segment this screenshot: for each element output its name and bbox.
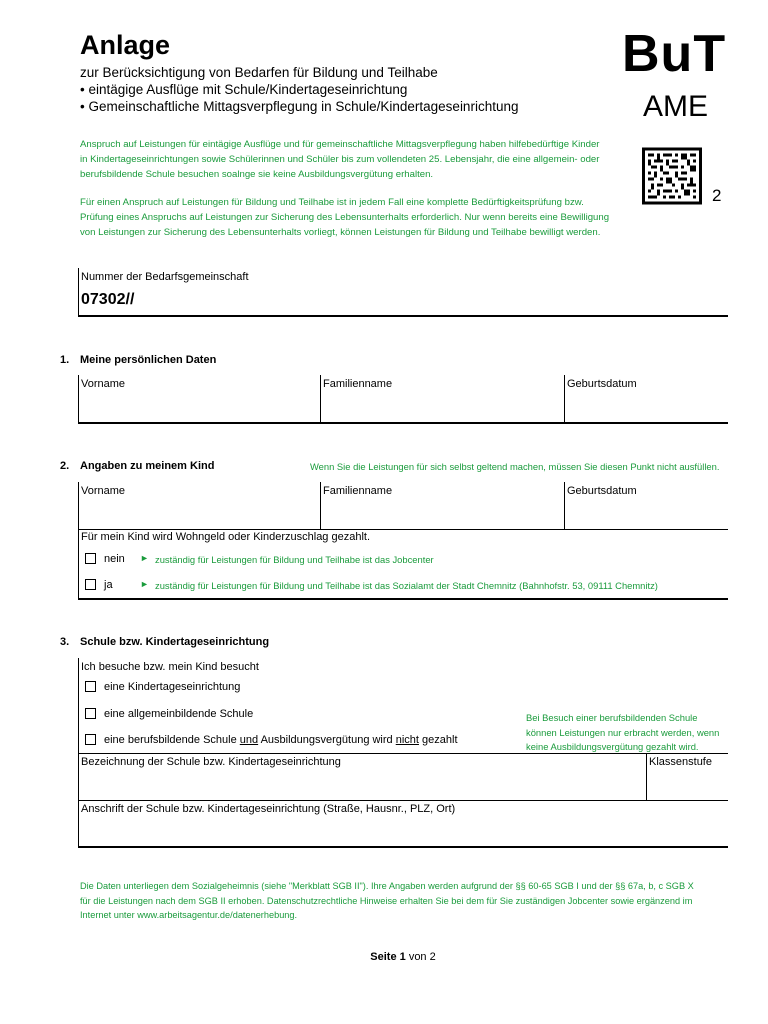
- field-border: [564, 482, 565, 530]
- footer-page-word: Seite: [370, 951, 397, 963]
- side-note-line: keine Ausbildungsvergütung gezahlt wird.: [526, 741, 699, 752]
- option-berufsbildend-label: [104, 734, 458, 746]
- option-berufsbildend-und: und: [239, 734, 259, 746]
- intro-line: von Leistungen zur Sicherung des Lebensunterhalts vorliegt, können Leistungen für Bildung und Teilhabe bewilligt werden.: [80, 227, 601, 238]
- option-berufsbildend-part: Ausbildungsvergütung wird: [258, 734, 396, 746]
- side-note-line: Bei Besuch einer berufsbildenden Schule: [526, 712, 698, 723]
- privacy-line: Die Daten unterliegen dem Sozialgeheimnis (siehe "Merkblatt SGB II"). Ihre Angaben werden aufgrund der §§ 60-65 SGB I und der §§ 67a, b, c SGB X: [80, 881, 694, 891]
- bg-number-label: Nummer der Bedarfsgemeinschaft: [81, 271, 249, 283]
- subtitle-line-1: zur Berücksichtigung von Bedarfen für Bildung und Teilhabe: [80, 65, 438, 80]
- arrow-right-icon: ►: [140, 579, 149, 589]
- field-border: [78, 315, 728, 317]
- checkbox-allgemeinbildend[interactable]: [85, 708, 96, 719]
- field-border: [564, 375, 565, 423]
- field-border: [78, 375, 79, 423]
- field-border: [320, 375, 321, 423]
- field-border: [78, 482, 79, 599]
- s2-question: Für mein Kind wird Wohngeld oder Kinderzuschlag gezahlt.: [81, 531, 371, 543]
- checkbox-kita[interactable]: [85, 681, 96, 692]
- section-1-title: Meine persönlichen Daten: [80, 354, 217, 366]
- field-border: [78, 268, 79, 316]
- field-border: [78, 422, 728, 424]
- field-border: [78, 800, 728, 801]
- s3-intro: Ich besuche bzw. mein Kind besucht: [81, 661, 259, 673]
- intro-line: Anspruch auf Leistungen für eintägige Ausflüge und für gemeinschaftliche Mittagsverpflegung haben hilfebedürftige Kinder: [80, 139, 600, 150]
- checkbox-ja[interactable]: [85, 579, 96, 590]
- footer-page-of: von 2: [408, 951, 436, 963]
- option-allgemeinbildend-label: eine allgemeinbildende Schule: [104, 708, 254, 720]
- field-border: [78, 529, 728, 530]
- page-indicator: 2: [712, 186, 722, 205]
- section-2-note: Wenn Sie die Leistungen für sich selbst geltend machen, müssen Sie diesen Punkt nicht ausfüllen.: [310, 461, 720, 472]
- option-berufsbildend-part: eine berufsbildende Schule: [104, 734, 240, 746]
- section-3-number: 3.: [60, 636, 70, 648]
- bg-number-value[interactable]: 07302//: [81, 291, 135, 308]
- s3-class-level-field[interactable]: Klassenstufe: [649, 756, 712, 768]
- s1-lastname-field[interactable]: Familienname: [323, 378, 393, 390]
- checkbox-nein[interactable]: [85, 553, 96, 564]
- section-3-title: Schule bzw. Kindertageseinrichtung: [80, 636, 270, 648]
- option-nein-label: nein: [104, 553, 125, 565]
- field-border: [320, 482, 321, 530]
- s3-school-address-field[interactable]: Anschrift der Schule bzw. Kindertageseinrichtung (Straße, Hausnr., PLZ, Ort): [81, 803, 456, 815]
- qr-code-icon: [642, 147, 702, 205]
- form-code-but: BuT: [622, 25, 727, 83]
- section-2-number: 2.: [60, 460, 70, 472]
- intro-line: in Kindertageseinrichtungen sowie Schülerinnen und Schüler bis zum vollendeten 25. Lebensjahr, die eine allgemein- oder: [80, 154, 600, 165]
- s1-birthdate-field[interactable]: Geburtsdatum: [567, 378, 637, 390]
- subtitle-line-2: • eintägige Ausflüge mit Schule/Kindertageseinrichtung: [80, 82, 408, 97]
- field-border: [646, 753, 647, 801]
- page-title: Anlage: [80, 30, 171, 60]
- option-ja-label: ja: [104, 579, 113, 591]
- privacy-line: für die Leistungen nach dem SGB II erhoben. Datenschutzrechtliche Hinweise erhalten Sie bei dem für Sie zuständigen Jobcenter sowie ergänzend im: [80, 895, 693, 906]
- subtitle-line-3: • Gemeinschaftliche Mittagsverpflegung in Schule/Kindertageseinrichtung: [80, 99, 519, 114]
- form-code-ame: AME: [643, 90, 709, 123]
- option-kita-label: eine Kindertageseinrichtung: [104, 681, 241, 693]
- s3-side-note: [526, 711, 719, 755]
- option-berufsbildend-part: gezahlt: [418, 734, 458, 746]
- option-nein-hint: zuständig für Leistungen für Bildung und Teilhabe ist das Jobcenter: [155, 554, 434, 565]
- privacy-notice: [80, 879, 694, 923]
- checkbox-berufsbildend[interactable]: [85, 734, 96, 745]
- field-border: [78, 598, 728, 600]
- field-border: [78, 846, 728, 848]
- s1-firstname-field[interactable]: Vorname: [81, 378, 126, 390]
- s2-lastname-field[interactable]: Familienname: [323, 485, 393, 497]
- intro-line: Prüfung eines Anspruchs auf Leistungen zur Sicherung des Lebensunterhalts erforderlich. Nur wenn bereits eine Bewilligung: [80, 212, 610, 223]
- intro-line: berufsbildende Schule besuchen soalnge sie keine Ausbildungsvergütung erhalten.: [80, 169, 434, 180]
- s2-firstname-field[interactable]: Vorname: [81, 485, 126, 497]
- side-note-line: können Leistungen nur erbracht werden, wenn: [526, 726, 720, 738]
- footer-page-current: 1: [399, 951, 406, 963]
- page-footer: [0, 951, 768, 963]
- arrow-right-icon: ►: [140, 553, 149, 563]
- field-border: [78, 753, 728, 754]
- s2-birthdate-field[interactable]: Geburtsdatum: [567, 485, 637, 497]
- privacy-line: Internet unter www.arbeitsagentur.de/datenerhebung.: [80, 910, 298, 920]
- section-1-number: 1.: [60, 354, 70, 366]
- section-2-title: Angaben zu meinem Kind: [80, 460, 215, 472]
- intro-paragraph-2: [80, 195, 620, 240]
- option-ja-hint: zuständig für Leistungen für Bildung und Teilhabe ist das Sozialamt der Stadt Chemnitz (Bahnhofstr. 53, 09111 Chemnitz): [155, 580, 658, 591]
- s3-school-name-field[interactable]: Bezeichnung der Schule bzw. Kindertageseinrichtung: [81, 756, 341, 768]
- intro-paragraph-1: [80, 137, 620, 182]
- option-berufsbildend-nicht: nicht: [395, 734, 419, 746]
- intro-line: Für einen Anspruch auf Leistungen für Bildung und Teilhabe ist in jedem Fall eine komplette Bedürftigkeitsprüfung bzw.: [80, 197, 584, 208]
